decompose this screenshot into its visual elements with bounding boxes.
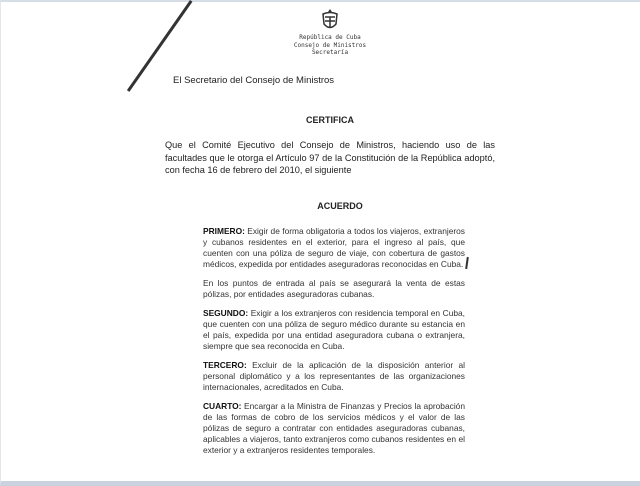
letterhead <box>270 34 390 57</box>
letterhead-council: Consejo de Ministros <box>293 41 367 49</box>
document-body <box>165 75 495 464</box>
section-label: SEGUNDO: <box>203 307 249 318</box>
section-text: Encargar a la Ministra de Finanzas y Precios la aprobación de las formas de cobro de los servicios médicos y el valor de las pólizas de seguro a contratar con entidades aseguradoras cubanas, aplicables a viajeros, tanto extranjeros como cubanos residentes en el exterior y a extranjeros residentes temporales. <box>203 400 465 455</box>
section-label: PRIMERO: <box>203 225 245 236</box>
sections-list <box>203 226 465 456</box>
intro-paragraph: Que el Comité Ejecutivo del Consejo de Ministros, haciendo uso de las facultades que le otorga el Artículo 97 de la Constitución de la República adoptó, con fecha 16 de febrero del 2010, el siguiente <box>165 140 495 175</box>
acuerdo-heading: ACUERDO <box>317 200 363 211</box>
section-text: Exigir a los extranjeros con residencia temporal en Cuba, que cuenten con una póliza de seguro médico durante su estancia en el país, expedida por una entidad aseguradora cubana o extranjera, siempre que sea reconocida en Cuba. <box>203 307 465 351</box>
letterhead-office: Secretaría <box>311 49 349 56</box>
section-text: Excluir de la aplicación de la disposición anterior al personal diplomático y a los representantes de las organizaciones internacionales, acreditados en Cuba. <box>203 359 465 392</box>
section-label: CUARTO: <box>203 400 242 411</box>
letterhead-country: República de Cuba <box>299 34 361 41</box>
section-text: En los puntos de entrada al país se asegurará la venta de estas pólizas, por entidades aseguradoras cubanas. <box>203 277 465 299</box>
section-primero <box>203 226 465 270</box>
coat-of-arms-icon <box>320 8 340 32</box>
certifica-heading: CERTIFICA <box>306 115 354 125</box>
section-puntos <box>203 278 465 300</box>
section-label: TERCERO: <box>203 359 247 370</box>
section-cuarto <box>203 401 465 456</box>
section-segundo <box>203 308 465 352</box>
section-text: Exigir de forma obligatoria a todos los viajeros, extranjeros y cubanos residentes en el exterior, para el ingreso al país, que cuenten con una póliza de seguro de viaje, con cobertura de gastos médicos, expedida por entidades aseguradoras reconocidas en Cuba. <box>203 225 465 269</box>
section-tercero <box>203 360 465 393</box>
sender-line: El Secretario del Consejo de Ministros <box>173 75 335 86</box>
